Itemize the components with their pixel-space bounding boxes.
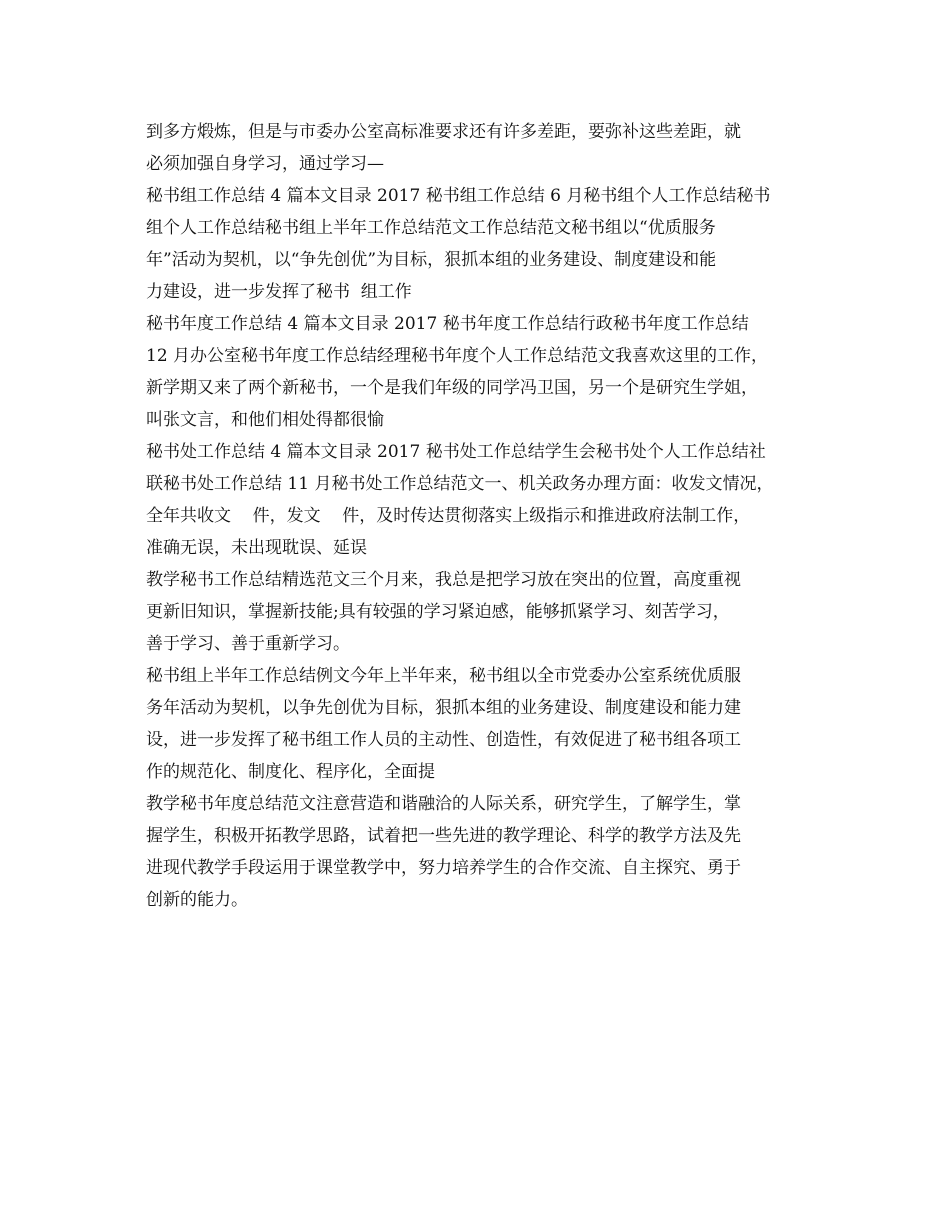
text-line: 更新旧知识，掌握新技能;具有较强的学习紧迫感，能够抓紧学习、刻苦学习， xyxy=(146,602,730,622)
document-body xyxy=(146,116,846,916)
paragraph-2 xyxy=(146,180,846,308)
text-line: 全年共收文 件，发文 件，及时传达贯彻落实上级指示和推进政府法制工作， xyxy=(146,506,751,526)
paragraph-6 xyxy=(146,660,846,788)
text-line: 到多方煅炼，但是与市委办公室高标准要求还有许多差距，要弥补这些差距，就 xyxy=(146,122,741,142)
text-line: 年”活动为契机，以“争先创优”为目标，狠抓本组的业务建设、制度建设和能 xyxy=(146,250,717,270)
paragraph-1 xyxy=(146,116,846,180)
text-line: 新学期又来了两个新秘书，一个是我们年级的同学冯卫国，另一个是研究生学姐， xyxy=(146,378,758,398)
text-line: 设，进一步发挥了秘书组工作人员的主动性、创造性，有效促进了秘书组各项工 xyxy=(146,730,741,750)
text-line: 准确无误，未出现耽误、延误 xyxy=(146,538,367,558)
text-line: 进现代教学手段运用于课堂教学中，努力培养学生的合作交流、自主探究、勇于 xyxy=(146,858,741,878)
text-line: 务年活动为契机，以争先创优为目标，狠抓本组的业务建设、制度建设和能力建 xyxy=(146,698,741,718)
paragraph-3 xyxy=(146,308,846,436)
text-line: 教学秘书年度总结范文注意营造和谐融洽的人际关系，研究学生，了解学生，掌 xyxy=(146,794,741,814)
text-line: 善于学习、善于重新学习。 xyxy=(146,634,350,654)
text-line: 力建设，进一步发挥了秘书 组工作 xyxy=(146,282,412,302)
text-line: 联秘书处工作总结 11 月秘书处工作总结范文一、机关政务办理方面：收发文情况， xyxy=(146,474,774,494)
paragraph-4 xyxy=(146,436,846,564)
text-line: 秘书组工作总结 4 篇本文目录 2017 秘书组工作总结 6 月秘书组个人工作总结秘书 xyxy=(146,186,771,206)
text-line: 创新的能力。 xyxy=(146,890,248,910)
text-line: 必须加强自身学习，通过学习— xyxy=(146,154,384,174)
text-line: 12 月办公室秘书年度工作总结经理秘书年度个人工作总结范文我喜欢这里的工作， xyxy=(146,346,769,366)
paragraph-5 xyxy=(146,564,846,660)
text-line: 叫张文言，和他们相处得都很愉 xyxy=(146,410,384,430)
text-line: 秘书组上半年工作总结例文今年上半年来，秘书组以全市党委办公室系统优质服 xyxy=(146,666,741,686)
text-line: 作的规范化、制度化、程序化，全面提 xyxy=(146,762,435,782)
text-line: 组个人工作总结秘书组上半年工作总结范文工作总结范文秘书组以“优质服务 xyxy=(146,218,716,238)
paragraph-7 xyxy=(146,788,846,916)
text-line: 握学生，积极开拓教学思路，试着把一些先进的教学理论、科学的教学方法及先 xyxy=(146,826,741,846)
text-line: 教学秘书工作总结精选范文三个月来，我总是把学习放在突出的位置，高度重视 xyxy=(146,570,741,590)
text-line: 秘书年度工作总结 4 篇本文目录 2017 秘书年度工作总结行政秘书年度工作总结 xyxy=(146,314,749,334)
text-line: 秘书处工作总结 4 篇本文目录 2017 秘书处工作总结学生会秘书处个人工作总结社 xyxy=(146,442,766,462)
